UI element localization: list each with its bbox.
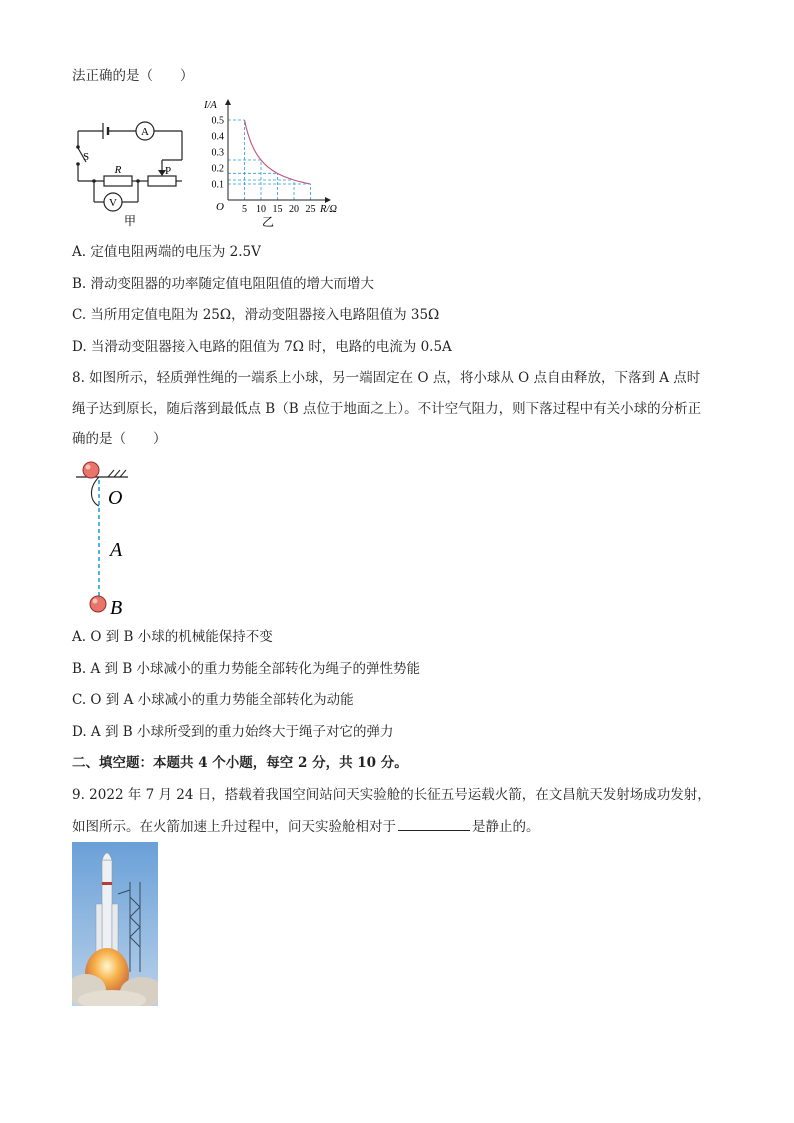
rope-ball-figure xyxy=(70,458,150,620)
q8-stem-line3: 确的是（ ） xyxy=(72,431,167,447)
circuit-diagram xyxy=(68,118,192,230)
q9-line2-before: 如图所示。在火箭加速上升过程中，问天实验舱相对于 xyxy=(72,819,396,835)
ball-at-o xyxy=(83,462,99,478)
y-axis-arrow-icon xyxy=(225,99,231,105)
ammeter-label: A xyxy=(141,126,149,138)
q7-option-d: D. 当滑动变阻器接入电路的阻值为 7Ω 时，电路的电流为 0.5A xyxy=(72,339,452,355)
rheostat-symbol xyxy=(148,176,176,186)
x-tick-label: 15 xyxy=(272,204,283,215)
rocket-launch-photo xyxy=(72,842,158,1006)
slider-label: P xyxy=(165,165,172,177)
x-tick-label: 20 xyxy=(289,204,299,215)
rope-loop xyxy=(91,477,99,506)
x-axis-arrow-icon xyxy=(325,197,331,203)
y-axis-label: I/A xyxy=(204,100,217,111)
x-tick-label: 25 xyxy=(305,204,316,215)
circuit-caption: 甲 xyxy=(123,214,137,228)
point-a-label: A xyxy=(110,539,123,561)
q9-line1: 9. 2022 年 7 月 24 日，搭载着我国空间站问天实验舱的长征五号运载火箭，在文昌航天发射场成功发射， xyxy=(72,787,711,803)
y-tick-label: 0.3 xyxy=(211,147,224,159)
y-tick-label: 0.2 xyxy=(211,163,224,175)
q8-option-a: A. O 到 B 小球的机械能保持不变 xyxy=(72,629,273,645)
graph-caption: 乙 xyxy=(261,215,275,229)
voltmeter-label: V xyxy=(109,197,117,209)
q9-line2-after: 是静止的。 xyxy=(472,819,540,835)
origin-label: O xyxy=(216,201,224,213)
answer-blank xyxy=(398,816,470,831)
x-tick-label: 10 xyxy=(256,204,266,215)
q8-stem-line1: 8. 如图所示，轻质弹性绳的一端系上小球，另一端固定在 O 点，将小球从 O 点自由释放，下落到 A 点时 xyxy=(72,370,701,386)
switch-label: S xyxy=(83,151,90,163)
q7-option-c: C. 当所用定值电阻为 25Ω，滑动变阻器接入电路阻值为 35Ω xyxy=(72,307,440,323)
q8-stem-line2: 绳子达到原长，随后落到最低点 B（B 点位于地面之上）。不计空气阻力，则下落过程中有关小球的分析正 xyxy=(72,401,702,417)
section-heading: 二、填空题：本题共 4 个小题，每空 2 分，共 10 分。 xyxy=(72,755,408,771)
q9-line2 xyxy=(72,816,540,837)
ball-at-b xyxy=(90,596,106,612)
x-tick-label: 5 xyxy=(242,204,247,215)
q8-option-c: C. O 到 A 小球减小的重力势能全部转化为动能 xyxy=(72,692,354,708)
x-axis-label: R/Ω xyxy=(320,204,337,215)
point-o-label: O xyxy=(108,487,123,509)
fixed-resistor-symbol xyxy=(104,176,132,186)
y-tick-label: 0.5 xyxy=(211,115,224,127)
q8-option-d: D. A 到 B 小球所受到的重力始终大于绳子对它的弹力 xyxy=(72,724,394,740)
y-tick-label: 0.4 xyxy=(211,131,224,143)
q8-option-b: B. A 到 B 小球减小的重力势能全部转化为绳子的弹性势能 xyxy=(72,661,421,677)
point-b-label: B xyxy=(110,597,123,619)
current-resistance-graph xyxy=(198,96,346,232)
q7-stem-tail: 法正确的是（ ） xyxy=(72,68,194,84)
resistor-label: R xyxy=(114,164,122,176)
y-tick-label: 0.1 xyxy=(211,179,224,191)
q7-option-b: B. 滑动变阻器的功率随定值电阻阻值的增大而增大 xyxy=(72,276,375,292)
q7-option-a: A. 定值电阻两端的电压为 2.5V xyxy=(72,244,261,260)
